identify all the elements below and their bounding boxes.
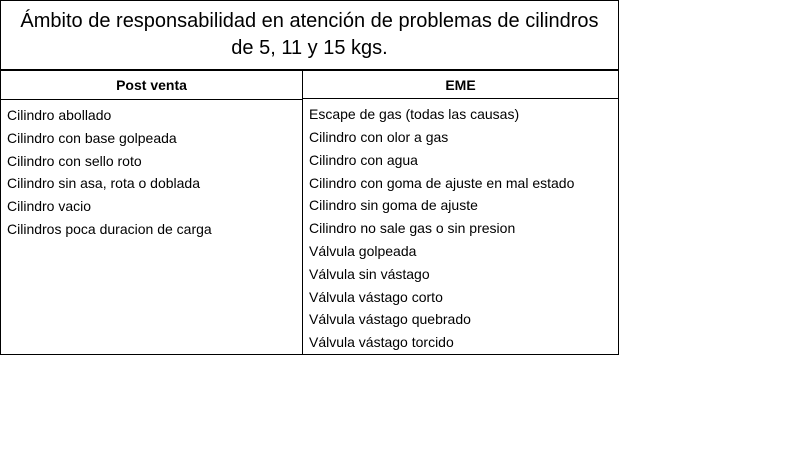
column-header-eme: EME (303, 71, 618, 99)
eme-list (303, 99, 618, 354)
column-header-post-venta: Post venta (1, 71, 302, 100)
list-item: Válvula sin vástago (309, 265, 430, 282)
list-item: Cilindro sin asa, rota o doblada (7, 175, 201, 192)
table-columns (0, 71, 619, 355)
list-item: Cilindros poca duracion de carga (7, 220, 212, 237)
list-item: Válvula vástago corto (309, 288, 443, 305)
column-post-venta (0, 71, 303, 355)
list-item: Cilindro sin goma de ajuste (309, 197, 478, 214)
list-item: Válvula vástago quebrado (309, 311, 471, 328)
table-title: Ámbito de responsabilidad en atención de problemas de cilindros de 5, 11 y 15 kgs. (0, 0, 619, 71)
list-item: Cilindro abollado (7, 107, 112, 123)
list-item: Cilindro con sello roto (7, 152, 142, 169)
column-eme (303, 71, 619, 355)
list-item: Válvula vástago torcido (309, 334, 454, 351)
list-item: Escape de gas (todas las causas) (309, 106, 520, 123)
post-venta-list (1, 100, 302, 241)
list-item: Cilindro con base golpeada (7, 129, 177, 146)
list-item: Cilindro no sale gas o sin presion (309, 220, 516, 237)
list-item: Cilindro con agua (309, 151, 418, 168)
list-item: Válvula golpeada (309, 243, 417, 260)
list-item: Cilindro con goma de ajuste en mal estado (309, 174, 575, 191)
list-item: Cilindro con olor a gas (309, 129, 449, 146)
list-item: Cilindro vacio (7, 198, 92, 215)
